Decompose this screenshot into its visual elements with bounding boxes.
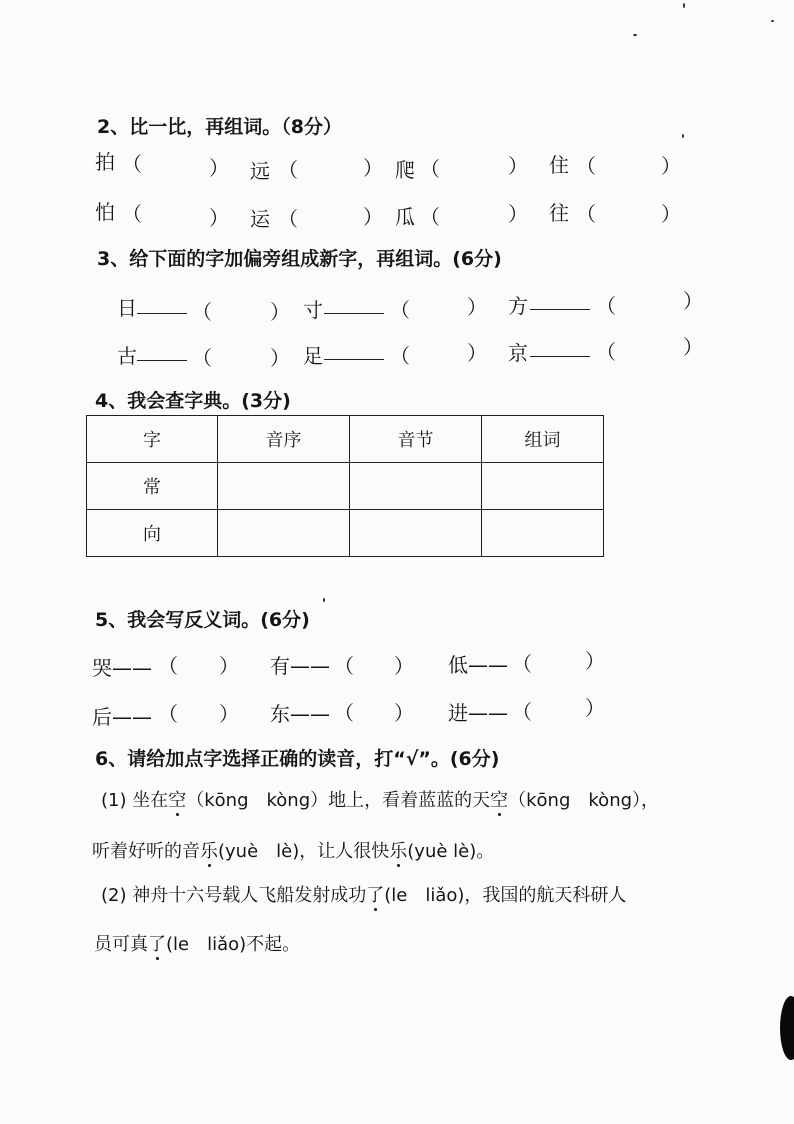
blank-line[interactable]: [530, 356, 590, 357]
q6-sentence-1a: [101, 786, 659, 812]
scan-speck: [683, 3, 685, 8]
q2-char: 爬: [395, 158, 415, 182]
paren-open: （: [390, 344, 410, 368]
sentence-text: (1) 坐在: [101, 790, 169, 811]
paren-open: （: [192, 300, 212, 324]
table-header: 音节: [350, 416, 482, 463]
paren-close[interactable]: ）: [585, 649, 605, 673]
blank-line[interactable]: [530, 309, 590, 310]
paren-open: （: [334, 654, 354, 678]
q2-char: 远: [250, 159, 270, 183]
antonym-prompt: 低——: [448, 653, 508, 677]
paren-close[interactable]: ）: [270, 300, 290, 324]
dotted-char: 了: [366, 885, 385, 906]
paren-close[interactable]: ）: [363, 156, 383, 180]
paren-open: （: [390, 298, 410, 322]
paren-open: （: [420, 157, 440, 181]
antonym-prompt: 后——: [92, 705, 152, 729]
q3-char: 日: [117, 296, 137, 320]
q2-title: 2、比一比，再组词。（8分）: [97, 116, 342, 138]
scan-speck: [323, 598, 325, 602]
paren-open: （: [596, 340, 616, 364]
q2-char: 瓜: [395, 205, 415, 229]
q6-sentence-2b: [94, 930, 300, 956]
paren-close[interactable]: ）: [661, 154, 681, 178]
q2-char: 怕: [95, 200, 115, 224]
paren-close[interactable]: ）: [219, 702, 239, 726]
q6-sentence-2a: [101, 881, 626, 907]
paren-open: （: [596, 294, 616, 318]
antonym-prompt: 东——: [270, 702, 330, 726]
antonym-prompt: 哭——: [92, 656, 152, 680]
paren-open: （: [334, 701, 354, 725]
paren-close[interactable]: ）: [508, 154, 528, 178]
q2-char: 运: [250, 207, 270, 231]
q2-char: 往: [549, 201, 569, 225]
q3-char: 方: [508, 294, 528, 318]
table-header: 音序: [218, 416, 350, 463]
scan-speck: [771, 20, 774, 22]
paren-close[interactable]: ）: [683, 335, 703, 359]
answer-cell[interactable]: [350, 510, 482, 557]
blank-line[interactable]: [137, 360, 187, 361]
q6-sentence-1b: [92, 837, 494, 863]
pinyin-choice[interactable]: (le liǎo)，我国的航天科研人: [384, 885, 627, 906]
table-header-row: [87, 416, 604, 463]
paren-open: （: [512, 652, 532, 676]
answer-cell[interactable]: [218, 463, 350, 510]
answer-cell[interactable]: [218, 510, 350, 557]
table-header: 组词: [482, 416, 604, 463]
table-header: 字: [87, 416, 218, 463]
q3-char: 足: [303, 344, 323, 368]
q2-char: 住: [549, 153, 569, 177]
paren-open: （: [122, 202, 142, 226]
paren-close[interactable]: ）: [363, 205, 383, 229]
q2-char: 拍: [95, 150, 115, 174]
dotted-char: 了: [148, 934, 166, 955]
pinyin-choice[interactable]: (le liǎo)不起。: [166, 934, 301, 955]
pinyin-choice[interactable]: (yuè lè)，让人很快: [218, 841, 390, 862]
q3-char: 京: [508, 341, 528, 365]
paren-close[interactable]: ）: [209, 156, 229, 180]
paren-close[interactable]: ）: [467, 295, 487, 319]
paren-open: （: [158, 654, 178, 678]
dotted-char: 乐: [200, 841, 218, 862]
pinyin-choice[interactable]: (yuè lè)。: [407, 841, 495, 862]
paren-open: （: [278, 207, 298, 231]
paren-open: （: [576, 202, 596, 226]
paren-open: （: [158, 702, 178, 726]
scan-shadow: [780, 996, 794, 1060]
paren-open: （: [576, 154, 596, 178]
blank-line[interactable]: [324, 313, 384, 314]
paren-close[interactable]: ）: [661, 202, 681, 226]
table-row-char: 常: [87, 463, 218, 510]
paren-open: （: [192, 346, 212, 370]
pinyin-choice[interactable]: （kōng kòng），: [508, 790, 660, 811]
paren-close[interactable]: ）: [219, 654, 239, 678]
paren-open: （: [512, 700, 532, 724]
q3-char: 寸: [303, 298, 323, 322]
q3-char: 古: [117, 344, 137, 368]
pinyin-choice[interactable]: （kōng kòng）地上，看着蓝蓝的天: [186, 790, 491, 811]
dotted-char: 空: [490, 790, 509, 811]
paren-close[interactable]: ）: [467, 341, 487, 365]
dotted-char: 空: [168, 790, 187, 811]
paren-open: （: [122, 152, 142, 176]
scan-speck: [682, 134, 684, 138]
antonym-prompt: 进——: [448, 701, 508, 725]
paren-close[interactable]: ）: [270, 346, 290, 370]
paren-close[interactable]: ）: [209, 206, 229, 230]
q3-title: 3、给下面的字加偏旁组成新字，再组词。(6分): [97, 248, 502, 270]
sentence-text: (2) 神舟十六号载人飞船发射成功: [101, 885, 367, 906]
antonym-prompt: 有——: [270, 654, 330, 678]
sentence-text: 员可真: [94, 934, 148, 955]
paren-open: （: [420, 205, 440, 229]
q5-title: 5、我会写反义词。(6分): [95, 609, 310, 631]
answer-cell[interactable]: [482, 510, 604, 557]
q6-title: 6、请给加点字选择正确的读音，打“√”。(6分): [95, 748, 500, 770]
table-row-char: 向: [87, 510, 218, 557]
blank-line[interactable]: [137, 313, 187, 314]
paren-open: （: [278, 158, 298, 182]
dictionary-table: [86, 415, 604, 557]
answer-cell[interactable]: [350, 463, 482, 510]
paren-close[interactable]: ）: [394, 701, 414, 725]
blank-line[interactable]: [324, 359, 384, 360]
sentence-text: 听着好听的音: [92, 841, 200, 862]
table-row: [87, 510, 604, 557]
q4-title: 4、我会查字典。(3分): [95, 390, 291, 412]
paren-close[interactable]: ）: [508, 202, 528, 226]
answer-cell[interactable]: [482, 463, 604, 510]
scan-speck: [633, 34, 637, 36]
dotted-char: 乐: [389, 841, 408, 862]
paren-close[interactable]: ）: [394, 654, 414, 678]
table-row: [87, 463, 604, 510]
paren-close[interactable]: ）: [683, 289, 703, 313]
paren-close[interactable]: ）: [585, 696, 605, 720]
